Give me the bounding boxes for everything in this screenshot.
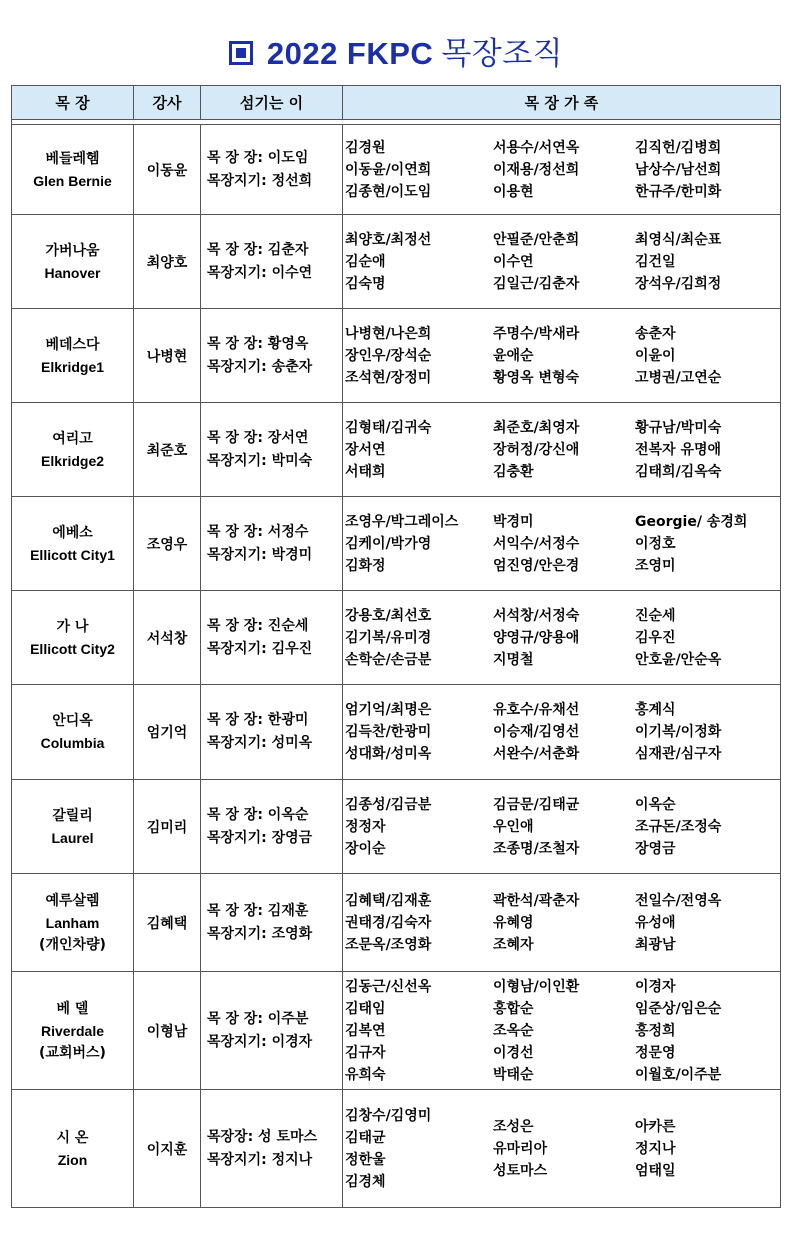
mokjang-name-kr: 예루살렘 — [45, 892, 100, 909]
family-member: 김종현/이도임 — [345, 183, 432, 200]
family-member: 최양호/최정선 — [345, 231, 432, 248]
teacher-cell: 최양호 — [134, 215, 201, 309]
family-column — [493, 1116, 635, 1182]
helper-label: 목장지기: — [207, 925, 267, 942]
mokjang-name-en: Lanham — [45, 914, 100, 931]
mokjang-name-kr: 베 델 — [56, 1000, 89, 1017]
serve-cell — [201, 972, 343, 1090]
family-member: 정문영 — [635, 1044, 676, 1061]
helper-value: 성미옥 — [271, 735, 313, 751]
family-member: 김충환 — [493, 463, 534, 480]
family-member: 유마리아 — [493, 1140, 548, 1157]
family-member: 이승재/김영선 — [493, 724, 580, 740]
mokjang-name-en: Elkridge1 — [40, 358, 105, 375]
table-row — [12, 215, 781, 309]
leader-value: 장서연 — [267, 429, 309, 446]
helper-value: 박경미 — [271, 546, 313, 563]
helper-line — [207, 638, 342, 661]
family-member: 이경선 — [493, 1044, 534, 1061]
family-grid — [345, 605, 778, 671]
mokjang-name-en: Laurel — [51, 829, 94, 846]
helper-label: 목장지기: — [207, 1033, 267, 1050]
family-member: 김혜택/김재훈 — [345, 892, 432, 909]
family-cell — [343, 972, 781, 1090]
leader-value: 한광미 — [267, 712, 309, 728]
family-member: 지명철 — [493, 651, 534, 668]
family-member: 조영미 — [635, 557, 676, 574]
family-member: 김규자 — [345, 1044, 386, 1061]
organization-table — [11, 85, 781, 1208]
helper-value: 조영화 — [271, 925, 313, 942]
family-member: 장석우/김희정 — [635, 275, 722, 292]
table-row — [12, 125, 781, 215]
family-cell — [343, 685, 781, 780]
mokjang-cell — [12, 403, 134, 497]
family-member: 조종명/조철자 — [493, 840, 580, 857]
family-member: 조석현/장정미 — [345, 369, 432, 386]
teacher-cell: 김혜택 — [134, 874, 201, 972]
family-member: 이수연 — [493, 253, 534, 270]
helper-line — [207, 923, 342, 946]
leader-label: 목 장 장: — [207, 429, 263, 446]
family-member: 이경자 — [635, 978, 676, 995]
table-row — [12, 309, 781, 403]
family-member: 이윤이 — [635, 347, 676, 364]
family-member: 조영우/박그레이스 — [345, 513, 459, 530]
mokjang-cell — [12, 591, 134, 685]
table-row — [12, 780, 781, 874]
family-member: 이용현 — [493, 183, 534, 200]
family-member: 권태경/김숙자 — [345, 914, 432, 931]
helper-value: 이수연 — [271, 264, 313, 281]
family-member: 아카른 — [635, 1118, 676, 1135]
family-member: 정지나 — [635, 1140, 676, 1157]
family-member: 김화정 — [345, 557, 386, 574]
mokjang-name-kr: 에베소 — [52, 524, 93, 541]
table-row — [12, 403, 781, 497]
family-member: 황영옥 변형숙 — [493, 369, 580, 386]
family-member: 홍합순 — [493, 1000, 534, 1017]
family-member: 김형태/김귀숙 — [345, 419, 432, 436]
page-title — [0, 28, 792, 73]
leader-value: 성 토마스 — [258, 1128, 318, 1145]
family-member: 김직헌/김병희 — [635, 139, 722, 156]
family-member: 조문옥/조영화 — [345, 936, 432, 953]
family-column — [635, 1116, 778, 1182]
helper-label: 목장지기: — [207, 172, 267, 189]
title-year-org: 2022 FKPC — [266, 36, 434, 71]
mokjang-name-en: Hanover — [44, 264, 101, 281]
family-member: 서태희 — [345, 463, 386, 480]
family-grid — [345, 511, 778, 577]
header-family: 목 장 가 족 — [343, 86, 781, 120]
family-member: 장영금 — [635, 840, 676, 857]
family-member: 곽한석/곽춘자 — [493, 892, 580, 909]
family-member: 엄태일 — [635, 1162, 676, 1179]
serve-cell — [201, 215, 343, 309]
leader-label: 목 장 장: — [207, 1010, 263, 1027]
family-member: 이형남/이인환 — [493, 978, 580, 995]
family-member: 김일근/김춘자 — [493, 275, 580, 292]
helper-line — [207, 732, 342, 755]
family-member: 김종성/김금분 — [345, 796, 432, 813]
table-row — [12, 972, 781, 1090]
family-member: 조규돈/조정숙 — [635, 818, 722, 835]
mokjang-cell — [12, 497, 134, 591]
family-member: 김기복/유미경 — [345, 629, 432, 646]
leader-line — [207, 1126, 342, 1149]
serve-cell — [201, 591, 343, 685]
family-member: 주명수/박새라 — [493, 325, 580, 342]
family-member: 김복연 — [345, 1022, 386, 1039]
helper-line — [207, 170, 342, 193]
family-cell — [343, 497, 781, 591]
family-member: 김금문/김태균 — [493, 796, 580, 813]
leader-value: 이주분 — [267, 1010, 309, 1027]
family-member: 한규주/한미화 — [635, 183, 722, 200]
teacher-cell: 김미리 — [134, 780, 201, 874]
family-grid — [345, 137, 778, 203]
family-member: 안호윤/안순옥 — [635, 651, 722, 668]
mokjang-name-kr: 가 나 — [56, 618, 89, 635]
leader-line — [207, 900, 342, 923]
mokjang-cell — [12, 780, 134, 874]
family-member: 박경미 — [493, 513, 534, 530]
family-cell — [343, 591, 781, 685]
family-member: 정한울 — [345, 1151, 386, 1168]
family-member: 김태균 — [345, 1129, 386, 1146]
family-member: 서완수/서춘화 — [493, 746, 580, 762]
family-member: 엄진영/안은경 — [493, 557, 580, 574]
helper-value: 이경자 — [271, 1033, 313, 1050]
leader-label: 목 장 장: — [207, 617, 263, 634]
square-bullet-icon — [229, 41, 253, 65]
family-member: 김태임 — [345, 1000, 386, 1017]
leader-value: 황영옥 — [267, 335, 309, 352]
helper-label: 목장지기: — [207, 1151, 267, 1168]
family-member: 송춘자 — [635, 325, 676, 342]
header-mokjang: 목 장 — [12, 86, 134, 120]
table-row — [12, 497, 781, 591]
family-member: 이재용/정선희 — [493, 161, 580, 178]
family-member: 조성은 — [493, 1118, 534, 1135]
mokjang-name-en: Glen Bernie — [33, 172, 112, 189]
family-member: 김우진 — [635, 629, 676, 646]
mokjang-name-en: Zion — [57, 1151, 88, 1168]
family-grid — [345, 1105, 778, 1193]
helper-line — [207, 544, 342, 567]
helper-label: 목장지기: — [207, 829, 267, 846]
mokjang-cell — [12, 125, 134, 215]
family-member: 양영규/양용애 — [493, 629, 580, 646]
family-member: 김순애 — [345, 253, 386, 270]
family-cell — [343, 1090, 781, 1208]
family-member: 김건일 — [635, 253, 676, 270]
family-member: 홍계식 — [635, 702, 676, 718]
leader-line — [207, 239, 342, 262]
serve-cell — [201, 309, 343, 403]
helper-label: 목장지기: — [207, 735, 267, 751]
serve-cell — [201, 1090, 343, 1208]
family-member: 이정호 — [635, 535, 676, 552]
helper-value: 송춘자 — [271, 358, 313, 375]
leader-line — [207, 615, 342, 638]
teacher-cell: 서석창 — [134, 591, 201, 685]
family-member: 김동근/신선옥 — [345, 978, 432, 995]
family-member: 전복자 유명애 — [635, 441, 722, 458]
leader-line — [207, 804, 342, 827]
leader-value: 이옥순 — [267, 806, 309, 823]
mokjang-name-en: Riverdale — [40, 1022, 105, 1039]
family-member: 고병권/고연순 — [635, 369, 722, 386]
mokjang-cell — [12, 685, 134, 780]
leader-line — [207, 1008, 342, 1031]
family-member: 정정자 — [345, 818, 386, 835]
mokjang-name-kr: 여리고 — [52, 430, 93, 447]
family-member: 심재관/심구자 — [635, 746, 722, 762]
teacher-cell: 최준호 — [134, 403, 201, 497]
table-row — [12, 685, 781, 780]
family-member: 장허정/강신애 — [493, 441, 580, 458]
family-member: 성대화/성미옥 — [345, 746, 432, 762]
family-member: 조혜자 — [493, 936, 534, 953]
serve-cell — [201, 685, 343, 780]
mokjang-cell — [12, 215, 134, 309]
leader-line — [207, 709, 342, 732]
mokjang-cell — [12, 1090, 134, 1208]
leader-label: 목 장 장: — [207, 523, 263, 540]
serve-cell — [201, 497, 343, 591]
leader-value: 김춘자 — [267, 241, 309, 258]
helper-value: 박미숙 — [271, 452, 313, 469]
family-member: 이동윤/이연희 — [345, 161, 432, 178]
mokjang-name-kr: 시 온 — [56, 1129, 89, 1146]
family-member: 남상수/남선희 — [635, 161, 722, 178]
family-member: 김득찬/한광미 — [345, 724, 432, 740]
helper-label: 목장지기: — [207, 546, 267, 563]
leader-line — [207, 427, 342, 450]
family-grid — [345, 794, 778, 860]
mokjang-name-en: Columbia — [40, 735, 105, 751]
serve-cell — [201, 874, 343, 972]
family-member: 김케이/박가영 — [345, 535, 432, 552]
helper-label: 목장지기: — [207, 264, 267, 281]
header-serve: 섬기는 이 — [201, 86, 343, 120]
teacher-cell: 이형남 — [134, 972, 201, 1090]
leader-value: 김재훈 — [267, 902, 309, 919]
helper-value: 장영금 — [271, 829, 313, 846]
family-member: 장서연 — [345, 441, 386, 458]
leader-label: 목장장: — [207, 1128, 254, 1145]
family-member: Georgie/ 송경희 — [635, 513, 748, 530]
family-member: 황규남/박미숙 — [635, 419, 722, 436]
family-member: 조옥순 — [493, 1022, 534, 1039]
family-member: 김태희/김옥숙 — [635, 463, 722, 480]
family-grid — [345, 890, 778, 956]
helper-value: 김우진 — [271, 640, 313, 657]
leader-value: 진순세 — [267, 617, 309, 634]
family-cell — [343, 780, 781, 874]
leader-label: 목 장 장: — [207, 241, 263, 258]
leader-label: 목 장 장: — [207, 149, 263, 166]
teacher-cell: 엄기억 — [134, 685, 201, 780]
leader-label: 목 장 장: — [207, 335, 263, 352]
mokjang-cell — [12, 309, 134, 403]
family-cell — [343, 309, 781, 403]
mokjang-name-en: Elkridge2 — [40, 452, 105, 469]
teacher-cell: 이동윤 — [134, 125, 201, 215]
family-member: 성토마스 — [493, 1162, 548, 1179]
family-member: 임준상/임은순 — [635, 1000, 722, 1017]
family-member: 유호수/유채선 — [493, 702, 580, 718]
helper-line — [207, 262, 342, 285]
leader-value: 이도임 — [267, 149, 309, 166]
helper-value: 정지나 — [271, 1151, 313, 1168]
helper-label: 목장지기: — [207, 452, 267, 469]
helper-line — [207, 1031, 342, 1054]
family-member: 전일수/전영옥 — [635, 892, 722, 909]
family-grid — [345, 229, 778, 295]
family-member: 손학순/손금분 — [345, 651, 432, 668]
family-member: 최광남 — [635, 936, 676, 953]
family-cell — [343, 403, 781, 497]
helper-line — [207, 827, 342, 850]
mokjang-note: (개인차량) — [39, 936, 106, 953]
family-member: 엄기억/최명은 — [345, 702, 432, 718]
leader-value: 서정수 — [267, 523, 309, 540]
family-grid — [345, 976, 778, 1086]
leader-label: 목 장 장: — [207, 806, 263, 823]
title-korean: 목장조직 — [441, 36, 564, 72]
helper-label: 목장지기: — [207, 358, 267, 375]
family-member: 나병현/나은희 — [345, 325, 432, 342]
family-member: 이기복/이정화 — [635, 724, 722, 740]
table-row — [12, 874, 781, 972]
family-member: 최준호/최영자 — [493, 419, 580, 436]
leader-label: 목 장 장: — [207, 902, 263, 919]
helper-label: 목장지기: — [207, 640, 267, 657]
mokjang-note: (교회버스) — [39, 1044, 106, 1061]
mokjang-cell — [12, 874, 134, 972]
leader-line — [207, 147, 342, 170]
family-member: 김경원 — [345, 139, 386, 156]
family-member: 최영식/최순표 — [635, 231, 722, 248]
serve-cell — [201, 780, 343, 874]
leader-line — [207, 521, 342, 544]
family-member: 김경체 — [345, 1173, 386, 1190]
family-member: 유희숙 — [345, 1066, 386, 1083]
family-grid — [345, 699, 778, 765]
family-member: 윤애순 — [493, 347, 534, 364]
mokjang-cell — [12, 972, 134, 1090]
family-member: 이월호/이주분 — [635, 1066, 722, 1083]
table-header-row — [12, 86, 781, 120]
mokjang-name-kr: 안디옥 — [52, 713, 93, 729]
mokjang-name-en: Ellicott City2 — [30, 640, 115, 657]
family-member: 진순세 — [635, 607, 676, 624]
family-member: 장인우/장석순 — [345, 347, 432, 364]
helper-value: 정선희 — [271, 172, 313, 189]
table-row — [12, 591, 781, 685]
family-grid — [345, 323, 778, 389]
family-member: 박태순 — [493, 1066, 534, 1083]
family-member: 서익수/서정수 — [493, 535, 580, 552]
leader-line — [207, 333, 342, 356]
family-cell — [343, 215, 781, 309]
family-member: 홍정희 — [635, 1022, 676, 1039]
serve-cell — [201, 125, 343, 215]
family-member: 서용수/서연옥 — [493, 139, 580, 156]
mokjang-name-kr: 갈릴리 — [52, 807, 93, 824]
family-member: 유성애 — [635, 914, 676, 931]
family-member: 서석창/서정숙 — [493, 607, 580, 624]
teacher-cell: 이지훈 — [134, 1090, 201, 1208]
helper-line — [207, 356, 342, 379]
mokjang-name-kr: 베데스다 — [45, 336, 100, 353]
family-cell — [343, 874, 781, 972]
family-member: 우인애 — [493, 818, 534, 835]
serve-cell — [201, 403, 343, 497]
teacher-cell: 조영우 — [134, 497, 201, 591]
family-column — [345, 1105, 493, 1193]
mokjang-name-en: Ellicott City1 — [30, 546, 115, 563]
family-member: 장이순 — [345, 840, 386, 857]
family-member: 이옥순 — [635, 796, 676, 813]
mokjang-name-kr: 가버나움 — [45, 242, 100, 259]
family-grid — [345, 417, 778, 483]
family-member: 김창수/김영미 — [345, 1107, 432, 1124]
leader-label: 목 장 장: — [207, 712, 263, 728]
helper-line — [207, 450, 342, 473]
teacher-cell: 나병현 — [134, 309, 201, 403]
family-member: 김숙명 — [345, 275, 386, 292]
family-member: 유혜영 — [493, 914, 534, 931]
header-teacher: 강사 — [134, 86, 201, 120]
family-member: 강용호/최선호 — [345, 607, 432, 624]
family-cell — [343, 125, 781, 215]
table-row — [12, 1090, 781, 1208]
mokjang-name-kr: 베들레헴 — [45, 150, 100, 167]
family-member: 안필준/안춘희 — [493, 231, 580, 248]
helper-line — [207, 1149, 342, 1172]
